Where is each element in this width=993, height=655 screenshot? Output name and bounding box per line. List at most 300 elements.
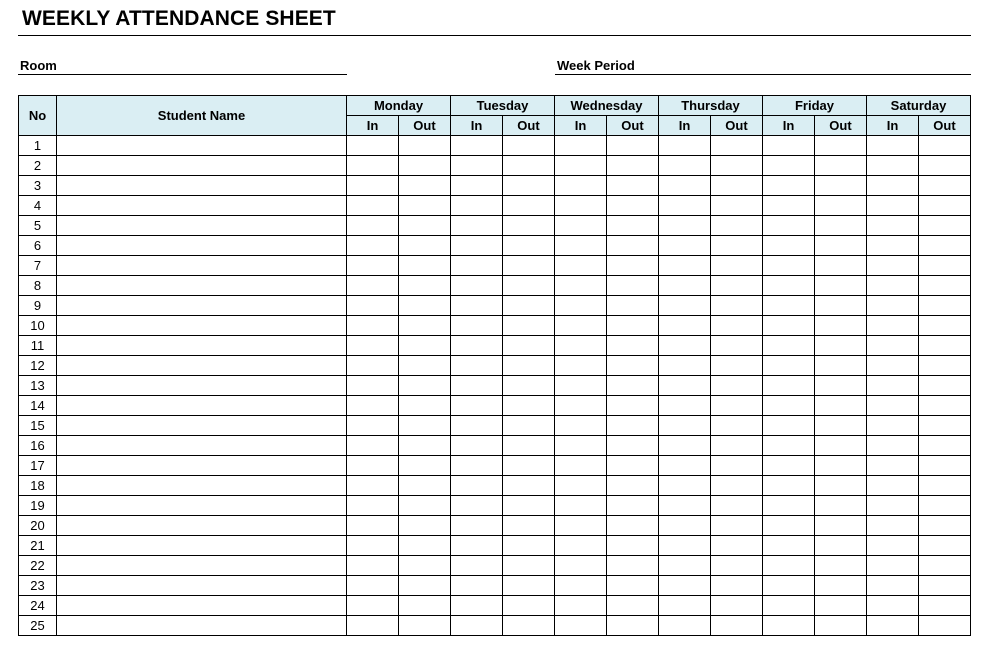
out-time-cell-monday[interactable] — [399, 176, 451, 196]
out-time-cell-friday[interactable] — [815, 556, 867, 576]
in-time-cell-tuesday[interactable] — [451, 556, 503, 576]
in-time-cell-tuesday[interactable] — [451, 216, 503, 236]
out-time-cell-wednesday[interactable] — [607, 256, 659, 276]
out-time-cell-thursday[interactable] — [711, 416, 763, 436]
in-time-cell-thursday[interactable] — [659, 276, 711, 296]
in-time-cell-saturday[interactable] — [867, 256, 919, 276]
out-time-cell-tuesday[interactable] — [503, 336, 555, 356]
out-time-cell-friday[interactable] — [815, 296, 867, 316]
in-time-cell-saturday[interactable] — [867, 456, 919, 476]
out-time-cell-thursday[interactable] — [711, 356, 763, 376]
in-time-cell-saturday[interactable] — [867, 136, 919, 156]
out-time-cell-tuesday[interactable] — [503, 156, 555, 176]
out-time-cell-friday[interactable] — [815, 136, 867, 156]
in-time-cell-friday[interactable] — [763, 536, 815, 556]
out-time-cell-saturday[interactable] — [919, 376, 971, 396]
in-time-cell-monday[interactable] — [347, 316, 399, 336]
in-time-cell-friday[interactable] — [763, 256, 815, 276]
in-time-cell-wednesday[interactable] — [555, 196, 607, 216]
out-time-cell-thursday[interactable] — [711, 476, 763, 496]
out-time-cell-thursday[interactable] — [711, 196, 763, 216]
out-time-cell-saturday[interactable] — [919, 536, 971, 556]
out-time-cell-wednesday[interactable] — [607, 416, 659, 436]
out-time-cell-wednesday[interactable] — [607, 316, 659, 336]
out-time-cell-saturday[interactable] — [919, 216, 971, 236]
in-time-cell-wednesday[interactable] — [555, 176, 607, 196]
student-name-cell[interactable] — [57, 156, 347, 176]
in-time-cell-monday[interactable] — [347, 496, 399, 516]
in-time-cell-thursday[interactable] — [659, 236, 711, 256]
out-time-cell-wednesday[interactable] — [607, 156, 659, 176]
out-time-cell-thursday[interactable] — [711, 276, 763, 296]
in-time-cell-saturday[interactable] — [867, 376, 919, 396]
in-time-cell-thursday[interactable] — [659, 416, 711, 436]
in-time-cell-saturday[interactable] — [867, 536, 919, 556]
in-time-cell-thursday[interactable] — [659, 376, 711, 396]
in-time-cell-friday[interactable] — [763, 236, 815, 256]
in-time-cell-tuesday[interactable] — [451, 416, 503, 436]
in-time-cell-friday[interactable] — [763, 296, 815, 316]
in-time-cell-saturday[interactable] — [867, 616, 919, 636]
out-time-cell-wednesday[interactable] — [607, 496, 659, 516]
out-time-cell-monday[interactable] — [399, 396, 451, 416]
out-time-cell-saturday[interactable] — [919, 336, 971, 356]
in-time-cell-wednesday[interactable] — [555, 436, 607, 456]
room-field[interactable] — [18, 58, 347, 75]
in-time-cell-monday[interactable] — [347, 196, 399, 216]
out-time-cell-tuesday[interactable] — [503, 556, 555, 576]
in-time-cell-thursday[interactable] — [659, 456, 711, 476]
in-time-cell-wednesday[interactable] — [555, 216, 607, 236]
in-time-cell-tuesday[interactable] — [451, 376, 503, 396]
in-time-cell-thursday[interactable] — [659, 316, 711, 336]
out-time-cell-thursday[interactable] — [711, 256, 763, 276]
in-time-cell-friday[interactable] — [763, 356, 815, 376]
in-time-cell-wednesday[interactable] — [555, 576, 607, 596]
out-time-cell-friday[interactable] — [815, 576, 867, 596]
out-time-cell-monday[interactable] — [399, 296, 451, 316]
student-name-cell[interactable] — [57, 596, 347, 616]
out-time-cell-thursday[interactable] — [711, 516, 763, 536]
out-time-cell-monday[interactable] — [399, 196, 451, 216]
out-time-cell-monday[interactable] — [399, 256, 451, 276]
in-time-cell-monday[interactable] — [347, 216, 399, 236]
in-time-cell-friday[interactable] — [763, 496, 815, 516]
out-time-cell-monday[interactable] — [399, 416, 451, 436]
out-time-cell-tuesday[interactable] — [503, 576, 555, 596]
out-time-cell-thursday[interactable] — [711, 456, 763, 476]
out-time-cell-saturday[interactable] — [919, 316, 971, 336]
student-name-cell[interactable] — [57, 136, 347, 156]
out-time-cell-thursday[interactable] — [711, 376, 763, 396]
out-time-cell-tuesday[interactable] — [503, 376, 555, 396]
in-time-cell-thursday[interactable] — [659, 556, 711, 576]
out-time-cell-wednesday[interactable] — [607, 556, 659, 576]
in-time-cell-saturday[interactable] — [867, 476, 919, 496]
out-time-cell-friday[interactable] — [815, 216, 867, 236]
out-time-cell-thursday[interactable] — [711, 616, 763, 636]
out-time-cell-saturday[interactable] — [919, 176, 971, 196]
out-time-cell-thursday[interactable] — [711, 216, 763, 236]
out-time-cell-monday[interactable] — [399, 436, 451, 456]
out-time-cell-saturday[interactable] — [919, 356, 971, 376]
out-time-cell-friday[interactable] — [815, 596, 867, 616]
in-time-cell-tuesday[interactable] — [451, 456, 503, 476]
out-time-cell-friday[interactable] — [815, 476, 867, 496]
student-name-cell[interactable] — [57, 536, 347, 556]
out-time-cell-tuesday[interactable] — [503, 516, 555, 536]
out-time-cell-monday[interactable] — [399, 136, 451, 156]
out-time-cell-tuesday[interactable] — [503, 616, 555, 636]
out-time-cell-tuesday[interactable] — [503, 396, 555, 416]
in-time-cell-wednesday[interactable] — [555, 156, 607, 176]
in-time-cell-friday[interactable] — [763, 216, 815, 236]
in-time-cell-tuesday[interactable] — [451, 356, 503, 376]
out-time-cell-thursday[interactable] — [711, 396, 763, 416]
out-time-cell-wednesday[interactable] — [607, 216, 659, 236]
week-period-field[interactable] — [555, 58, 971, 75]
in-time-cell-friday[interactable] — [763, 316, 815, 336]
in-time-cell-saturday[interactable] — [867, 496, 919, 516]
in-time-cell-tuesday[interactable] — [451, 576, 503, 596]
in-time-cell-monday[interactable] — [347, 156, 399, 176]
out-time-cell-wednesday[interactable] — [607, 596, 659, 616]
out-time-cell-thursday[interactable] — [711, 236, 763, 256]
in-time-cell-monday[interactable] — [347, 556, 399, 576]
out-time-cell-saturday[interactable] — [919, 236, 971, 256]
in-time-cell-friday[interactable] — [763, 416, 815, 436]
in-time-cell-thursday[interactable] — [659, 356, 711, 376]
in-time-cell-thursday[interactable] — [659, 536, 711, 556]
in-time-cell-monday[interactable] — [347, 416, 399, 436]
out-time-cell-monday[interactable] — [399, 576, 451, 596]
in-time-cell-wednesday[interactable] — [555, 556, 607, 576]
in-time-cell-wednesday[interactable] — [555, 316, 607, 336]
in-time-cell-monday[interactable] — [347, 356, 399, 376]
out-time-cell-tuesday[interactable] — [503, 236, 555, 256]
in-time-cell-tuesday[interactable] — [451, 296, 503, 316]
student-name-cell[interactable] — [57, 456, 347, 476]
in-time-cell-thursday[interactable] — [659, 156, 711, 176]
out-time-cell-wednesday[interactable] — [607, 396, 659, 416]
in-time-cell-thursday[interactable] — [659, 396, 711, 416]
out-time-cell-tuesday[interactable] — [503, 276, 555, 296]
in-time-cell-friday[interactable] — [763, 376, 815, 396]
in-time-cell-wednesday[interactable] — [555, 336, 607, 356]
in-time-cell-tuesday[interactable] — [451, 176, 503, 196]
out-time-cell-friday[interactable] — [815, 236, 867, 256]
out-time-cell-friday[interactable] — [815, 396, 867, 416]
out-time-cell-saturday[interactable] — [919, 616, 971, 636]
out-time-cell-saturday[interactable] — [919, 496, 971, 516]
in-time-cell-friday[interactable] — [763, 616, 815, 636]
out-time-cell-wednesday[interactable] — [607, 616, 659, 636]
in-time-cell-friday[interactable] — [763, 436, 815, 456]
out-time-cell-thursday[interactable] — [711, 296, 763, 316]
in-time-cell-tuesday[interactable] — [451, 396, 503, 416]
in-time-cell-thursday[interactable] — [659, 496, 711, 516]
in-time-cell-monday[interactable] — [347, 276, 399, 296]
in-time-cell-saturday[interactable] — [867, 316, 919, 336]
out-time-cell-tuesday[interactable] — [503, 536, 555, 556]
student-name-cell[interactable] — [57, 176, 347, 196]
student-name-cell[interactable] — [57, 616, 347, 636]
student-name-cell[interactable] — [57, 296, 347, 316]
out-time-cell-friday[interactable] — [815, 156, 867, 176]
in-time-cell-tuesday[interactable] — [451, 236, 503, 256]
out-time-cell-monday[interactable] — [399, 496, 451, 516]
in-time-cell-friday[interactable] — [763, 556, 815, 576]
in-time-cell-friday[interactable] — [763, 516, 815, 536]
student-name-cell[interactable] — [57, 416, 347, 436]
out-time-cell-wednesday[interactable] — [607, 136, 659, 156]
in-time-cell-wednesday[interactable] — [555, 456, 607, 476]
in-time-cell-tuesday[interactable] — [451, 276, 503, 296]
out-time-cell-monday[interactable] — [399, 376, 451, 396]
in-time-cell-wednesday[interactable] — [555, 296, 607, 316]
in-time-cell-thursday[interactable] — [659, 216, 711, 236]
out-time-cell-saturday[interactable] — [919, 456, 971, 476]
in-time-cell-thursday[interactable] — [659, 336, 711, 356]
in-time-cell-monday[interactable] — [347, 476, 399, 496]
out-time-cell-saturday[interactable] — [919, 516, 971, 536]
out-time-cell-wednesday[interactable] — [607, 436, 659, 456]
out-time-cell-friday[interactable] — [815, 336, 867, 356]
out-time-cell-saturday[interactable] — [919, 556, 971, 576]
out-time-cell-wednesday[interactable] — [607, 536, 659, 556]
out-time-cell-tuesday[interactable] — [503, 496, 555, 516]
in-time-cell-tuesday[interactable] — [451, 476, 503, 496]
in-time-cell-wednesday[interactable] — [555, 376, 607, 396]
in-time-cell-thursday[interactable] — [659, 196, 711, 216]
out-time-cell-friday[interactable] — [815, 196, 867, 216]
in-time-cell-saturday[interactable] — [867, 216, 919, 236]
student-name-cell[interactable] — [57, 236, 347, 256]
in-time-cell-monday[interactable] — [347, 296, 399, 316]
out-time-cell-wednesday[interactable] — [607, 296, 659, 316]
out-time-cell-monday[interactable] — [399, 556, 451, 576]
out-time-cell-friday[interactable] — [815, 416, 867, 436]
out-time-cell-thursday[interactable] — [711, 436, 763, 456]
out-time-cell-thursday[interactable] — [711, 336, 763, 356]
in-time-cell-thursday[interactable] — [659, 256, 711, 276]
out-time-cell-thursday[interactable] — [711, 316, 763, 336]
in-time-cell-wednesday[interactable] — [555, 416, 607, 436]
out-time-cell-saturday[interactable] — [919, 276, 971, 296]
out-time-cell-tuesday[interactable] — [503, 136, 555, 156]
out-time-cell-wednesday[interactable] — [607, 476, 659, 496]
in-time-cell-saturday[interactable] — [867, 576, 919, 596]
in-time-cell-thursday[interactable] — [659, 596, 711, 616]
in-time-cell-monday[interactable] — [347, 596, 399, 616]
out-time-cell-friday[interactable] — [815, 456, 867, 476]
in-time-cell-monday[interactable] — [347, 176, 399, 196]
out-time-cell-tuesday[interactable] — [503, 316, 555, 336]
out-time-cell-tuesday[interactable] — [503, 416, 555, 436]
in-time-cell-saturday[interactable] — [867, 356, 919, 376]
in-time-cell-tuesday[interactable] — [451, 496, 503, 516]
out-time-cell-thursday[interactable] — [711, 136, 763, 156]
in-time-cell-wednesday[interactable] — [555, 396, 607, 416]
in-time-cell-saturday[interactable] — [867, 416, 919, 436]
out-time-cell-monday[interactable] — [399, 516, 451, 536]
in-time-cell-saturday[interactable] — [867, 296, 919, 316]
in-time-cell-saturday[interactable] — [867, 196, 919, 216]
out-time-cell-tuesday[interactable] — [503, 216, 555, 236]
out-time-cell-friday[interactable] — [815, 536, 867, 556]
in-time-cell-friday[interactable] — [763, 176, 815, 196]
in-time-cell-wednesday[interactable] — [555, 596, 607, 616]
out-time-cell-friday[interactable] — [815, 436, 867, 456]
in-time-cell-monday[interactable] — [347, 456, 399, 476]
in-time-cell-saturday[interactable] — [867, 436, 919, 456]
out-time-cell-thursday[interactable] — [711, 596, 763, 616]
out-time-cell-saturday[interactable] — [919, 596, 971, 616]
out-time-cell-monday[interactable] — [399, 156, 451, 176]
in-time-cell-monday[interactable] — [347, 436, 399, 456]
out-time-cell-friday[interactable] — [815, 276, 867, 296]
out-time-cell-thursday[interactable] — [711, 496, 763, 516]
in-time-cell-saturday[interactable] — [867, 336, 919, 356]
in-time-cell-tuesday[interactable] — [451, 316, 503, 336]
in-time-cell-tuesday[interactable] — [451, 596, 503, 616]
in-time-cell-saturday[interactable] — [867, 236, 919, 256]
in-time-cell-thursday[interactable] — [659, 616, 711, 636]
student-name-cell[interactable] — [57, 256, 347, 276]
out-time-cell-tuesday[interactable] — [503, 256, 555, 276]
out-time-cell-thursday[interactable] — [711, 576, 763, 596]
in-time-cell-thursday[interactable] — [659, 516, 711, 536]
out-time-cell-monday[interactable] — [399, 476, 451, 496]
student-name-cell[interactable] — [57, 356, 347, 376]
student-name-cell[interactable] — [57, 436, 347, 456]
out-time-cell-saturday[interactable] — [919, 296, 971, 316]
in-time-cell-friday[interactable] — [763, 196, 815, 216]
out-time-cell-saturday[interactable] — [919, 256, 971, 276]
in-time-cell-wednesday[interactable] — [555, 256, 607, 276]
in-time-cell-monday[interactable] — [347, 396, 399, 416]
in-time-cell-tuesday[interactable] — [451, 256, 503, 276]
out-time-cell-wednesday[interactable] — [607, 336, 659, 356]
out-time-cell-saturday[interactable] — [919, 156, 971, 176]
in-time-cell-friday[interactable] — [763, 576, 815, 596]
in-time-cell-monday[interactable] — [347, 136, 399, 156]
in-time-cell-tuesday[interactable] — [451, 436, 503, 456]
out-time-cell-tuesday[interactable] — [503, 296, 555, 316]
out-time-cell-monday[interactable] — [399, 456, 451, 476]
out-time-cell-tuesday[interactable] — [503, 456, 555, 476]
out-time-cell-friday[interactable] — [815, 496, 867, 516]
out-time-cell-monday[interactable] — [399, 336, 451, 356]
out-time-cell-saturday[interactable] — [919, 136, 971, 156]
in-time-cell-wednesday[interactable] — [555, 276, 607, 296]
student-name-cell[interactable] — [57, 276, 347, 296]
in-time-cell-friday[interactable] — [763, 136, 815, 156]
out-time-cell-friday[interactable] — [815, 516, 867, 536]
in-time-cell-monday[interactable] — [347, 576, 399, 596]
out-time-cell-saturday[interactable] — [919, 196, 971, 216]
in-time-cell-saturday[interactable] — [867, 276, 919, 296]
out-time-cell-wednesday[interactable] — [607, 516, 659, 536]
in-time-cell-friday[interactable] — [763, 276, 815, 296]
out-time-cell-thursday[interactable] — [711, 176, 763, 196]
in-time-cell-tuesday[interactable] — [451, 136, 503, 156]
in-time-cell-thursday[interactable] — [659, 576, 711, 596]
in-time-cell-tuesday[interactable] — [451, 516, 503, 536]
student-name-cell[interactable] — [57, 396, 347, 416]
in-time-cell-tuesday[interactable] — [451, 536, 503, 556]
in-time-cell-wednesday[interactable] — [555, 476, 607, 496]
in-time-cell-saturday[interactable] — [867, 516, 919, 536]
in-time-cell-friday[interactable] — [763, 396, 815, 416]
out-time-cell-friday[interactable] — [815, 316, 867, 336]
out-time-cell-wednesday[interactable] — [607, 456, 659, 476]
out-time-cell-saturday[interactable] — [919, 436, 971, 456]
in-time-cell-monday[interactable] — [347, 256, 399, 276]
in-time-cell-saturday[interactable] — [867, 596, 919, 616]
in-time-cell-friday[interactable] — [763, 456, 815, 476]
in-time-cell-saturday[interactable] — [867, 156, 919, 176]
out-time-cell-friday[interactable] — [815, 256, 867, 276]
in-time-cell-saturday[interactable] — [867, 176, 919, 196]
in-time-cell-tuesday[interactable] — [451, 156, 503, 176]
out-time-cell-friday[interactable] — [815, 356, 867, 376]
in-time-cell-monday[interactable] — [347, 616, 399, 636]
out-time-cell-saturday[interactable] — [919, 576, 971, 596]
in-time-cell-saturday[interactable] — [867, 556, 919, 576]
student-name-cell[interactable] — [57, 376, 347, 396]
out-time-cell-wednesday[interactable] — [607, 236, 659, 256]
in-time-cell-friday[interactable] — [763, 476, 815, 496]
out-time-cell-monday[interactable] — [399, 316, 451, 336]
out-time-cell-monday[interactable] — [399, 536, 451, 556]
out-time-cell-tuesday[interactable] — [503, 176, 555, 196]
student-name-cell[interactable] — [57, 556, 347, 576]
out-time-cell-saturday[interactable] — [919, 396, 971, 416]
in-time-cell-tuesday[interactable] — [451, 616, 503, 636]
student-name-cell[interactable] — [57, 336, 347, 356]
out-time-cell-friday[interactable] — [815, 176, 867, 196]
out-time-cell-tuesday[interactable] — [503, 596, 555, 616]
in-time-cell-thursday[interactable] — [659, 436, 711, 456]
out-time-cell-monday[interactable] — [399, 616, 451, 636]
out-time-cell-tuesday[interactable] — [503, 356, 555, 376]
out-time-cell-wednesday[interactable] — [607, 376, 659, 396]
student-name-cell[interactable] — [57, 576, 347, 596]
out-time-cell-monday[interactable] — [399, 356, 451, 376]
in-time-cell-wednesday[interactable] — [555, 356, 607, 376]
in-time-cell-wednesday[interactable] — [555, 516, 607, 536]
student-name-cell[interactable] — [57, 196, 347, 216]
in-time-cell-monday[interactable] — [347, 536, 399, 556]
out-time-cell-saturday[interactable] — [919, 476, 971, 496]
in-time-cell-thursday[interactable] — [659, 176, 711, 196]
out-time-cell-monday[interactable] — [399, 596, 451, 616]
in-time-cell-thursday[interactable] — [659, 476, 711, 496]
student-name-cell[interactable] — [57, 496, 347, 516]
in-time-cell-wednesday[interactable] — [555, 496, 607, 516]
student-name-cell[interactable] — [57, 216, 347, 236]
in-time-cell-monday[interactable] — [347, 516, 399, 536]
in-time-cell-wednesday[interactable] — [555, 136, 607, 156]
out-time-cell-thursday[interactable] — [711, 156, 763, 176]
out-time-cell-wednesday[interactable] — [607, 176, 659, 196]
in-time-cell-wednesday[interactable] — [555, 616, 607, 636]
out-time-cell-friday[interactable] — [815, 616, 867, 636]
in-time-cell-wednesday[interactable] — [555, 536, 607, 556]
out-time-cell-wednesday[interactable] — [607, 196, 659, 216]
in-time-cell-tuesday[interactable] — [451, 336, 503, 356]
